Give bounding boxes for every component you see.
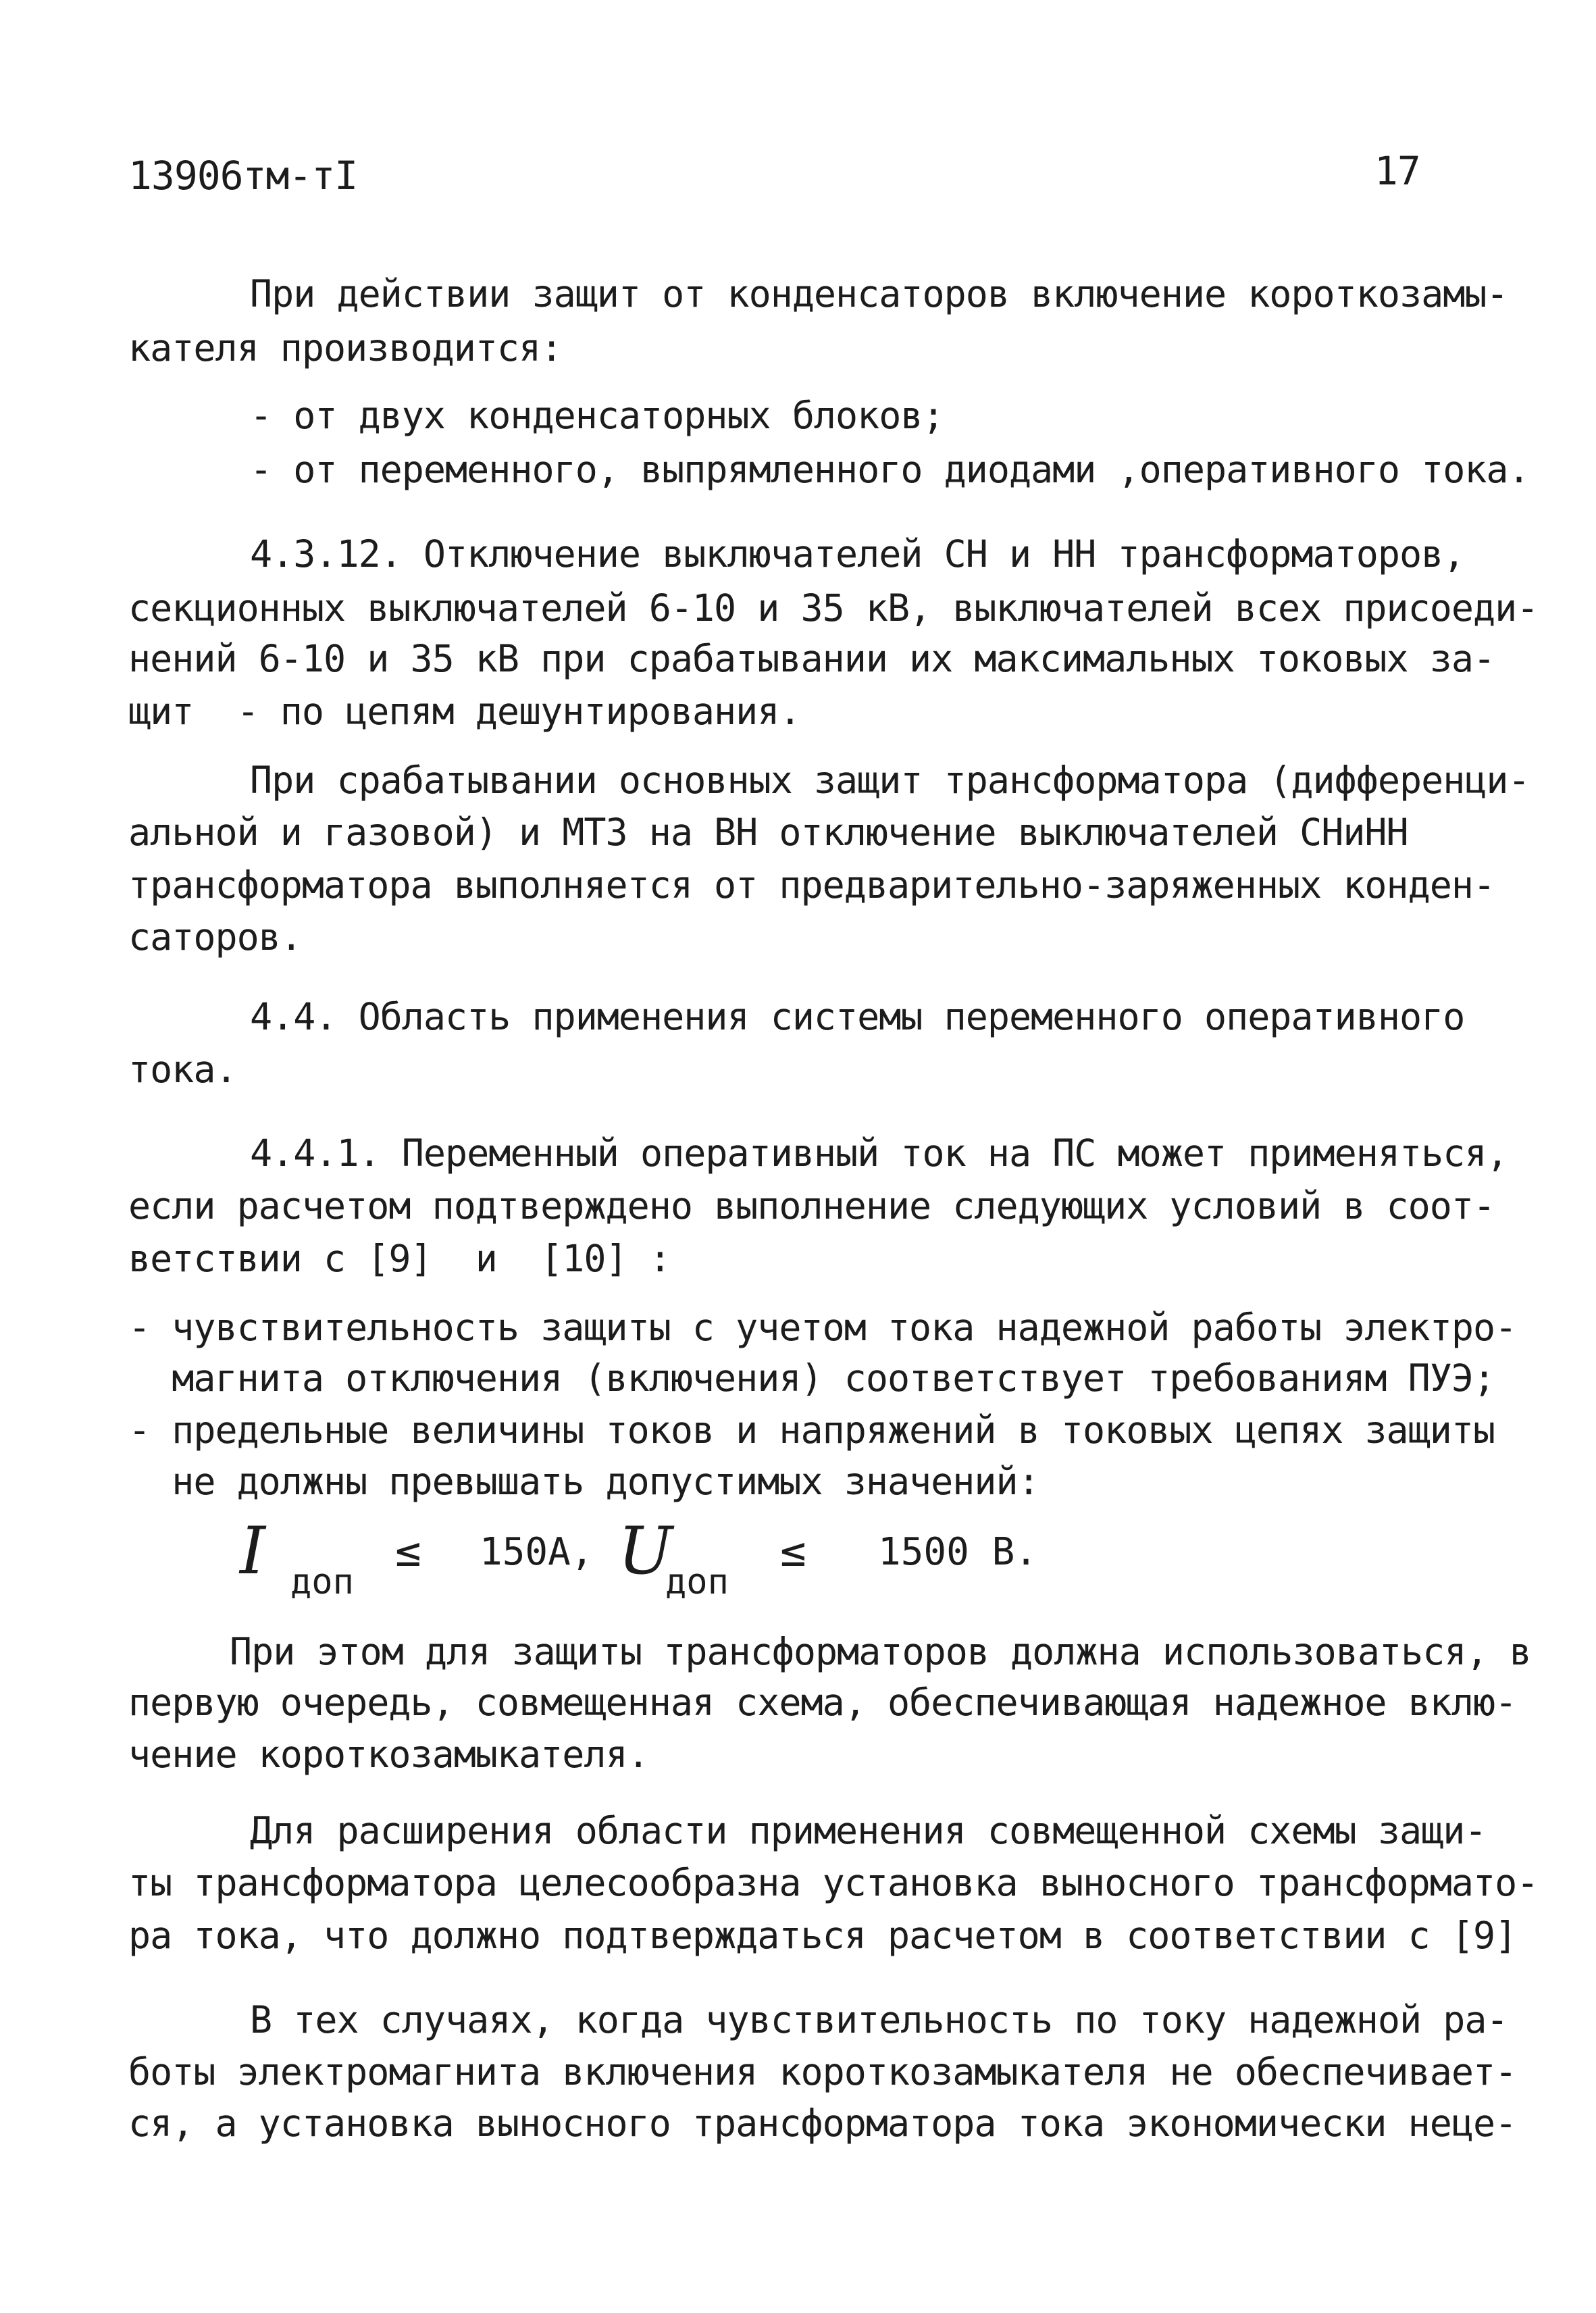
text-line: ра тока, что должно подтверждаться расчетом в соответствии с [9] [128,1914,1517,1957]
text-line: 4.3.12. Отключение выключателей СН и НН трансформаторов, [250,532,1465,576]
voltage-symbol: U [618,1513,673,1589]
voltage-limit: 1500 В. [878,1530,1038,1574]
text-line: саторов. [128,915,302,959]
text-line: кателя производится: [128,326,563,370]
voltage-relation: ≤ [780,1527,806,1577]
text-line: альной и газовой) и МТЗ на ВН отключение выключателей СНиНН [128,811,1408,854]
text-line: секционных выключателей 6-10 и 35 кВ, выключателей всех присоеди- [128,586,1539,630]
current-limit: 150А, [480,1530,594,1574]
text-line: нений 6-10 и 35 кВ при срабатывании их максимальных токовых за- [128,637,1495,680]
text-line: тока. [128,1048,237,1091]
text-line: магнита отключения (включения) соответствует требованиям ПУЭ; [128,1356,1495,1400]
text-line: - чувствительность защиты с учетом тока надежной работы электро- [128,1306,1517,1349]
text-line: ты трансформатора целесообразна установка выносного трансформато- [128,1861,1539,1904]
text-line: трансформатора выполняется от предварительно-заряженных конден- [128,863,1495,907]
text-line: ветствии с [9] и [10] : [128,1237,671,1280]
current-relation: ≤ [395,1527,421,1577]
text-line: ся, а установка выносного трансформатора тока экономически неце- [128,2102,1517,2145]
page-number: 17 [1374,148,1420,194]
text-line: - предельные величины токов и напряжений в токовых цепях защиты [128,1408,1495,1452]
formula [240,1513,1118,1608]
text-line: При срабатывании основных защит трансформатора (дифференци- [250,759,1530,802]
text-line: если расчетом подтверждено выполнение следующих условий в соот- [128,1184,1495,1227]
text-line: При действии защит от конденсаторов включение короткозамы- [250,272,1508,315]
text-line: 4.4. Область применения системы переменного оперативного [250,995,1465,1038]
text-line: чение короткозамыкателя. [128,1733,649,1776]
text-line: щит - по цепям дешунтирования. [128,690,801,733]
text-line: боты электромагнита включения короткозамыкателя не обеспечивает- [128,2050,1517,2093]
voltage-subscript: доп [665,1562,729,1602]
document-code: 13906тм-тI [128,153,358,199]
text-line: При этом для защиты трансформаторов должна использоваться, в [230,1630,1531,1673]
text-line: 4.4.1. Переменный оперативный ток на ПС может применяться, [250,1132,1508,1175]
text-line: - от двух конденсаторных блоков; [250,394,944,437]
text-line: В тех случаях, когда чувствительность по току надежной ра- [250,1998,1508,2041]
current-subscript: доп [290,1562,354,1602]
text-line: не должны превышать допустимых значений: [128,1460,1039,1503]
text-line: первую очередь, совмещенная схема, обеспечивающая надежное вклю- [128,1681,1517,1724]
text-line: Для расширения области применения совмещенной схемы защи- [250,1809,1487,1852]
text-line: - от переменного, выпрямленного диодами ,оперативного тока. [250,448,1530,491]
current-symbol: I [240,1513,265,1589]
